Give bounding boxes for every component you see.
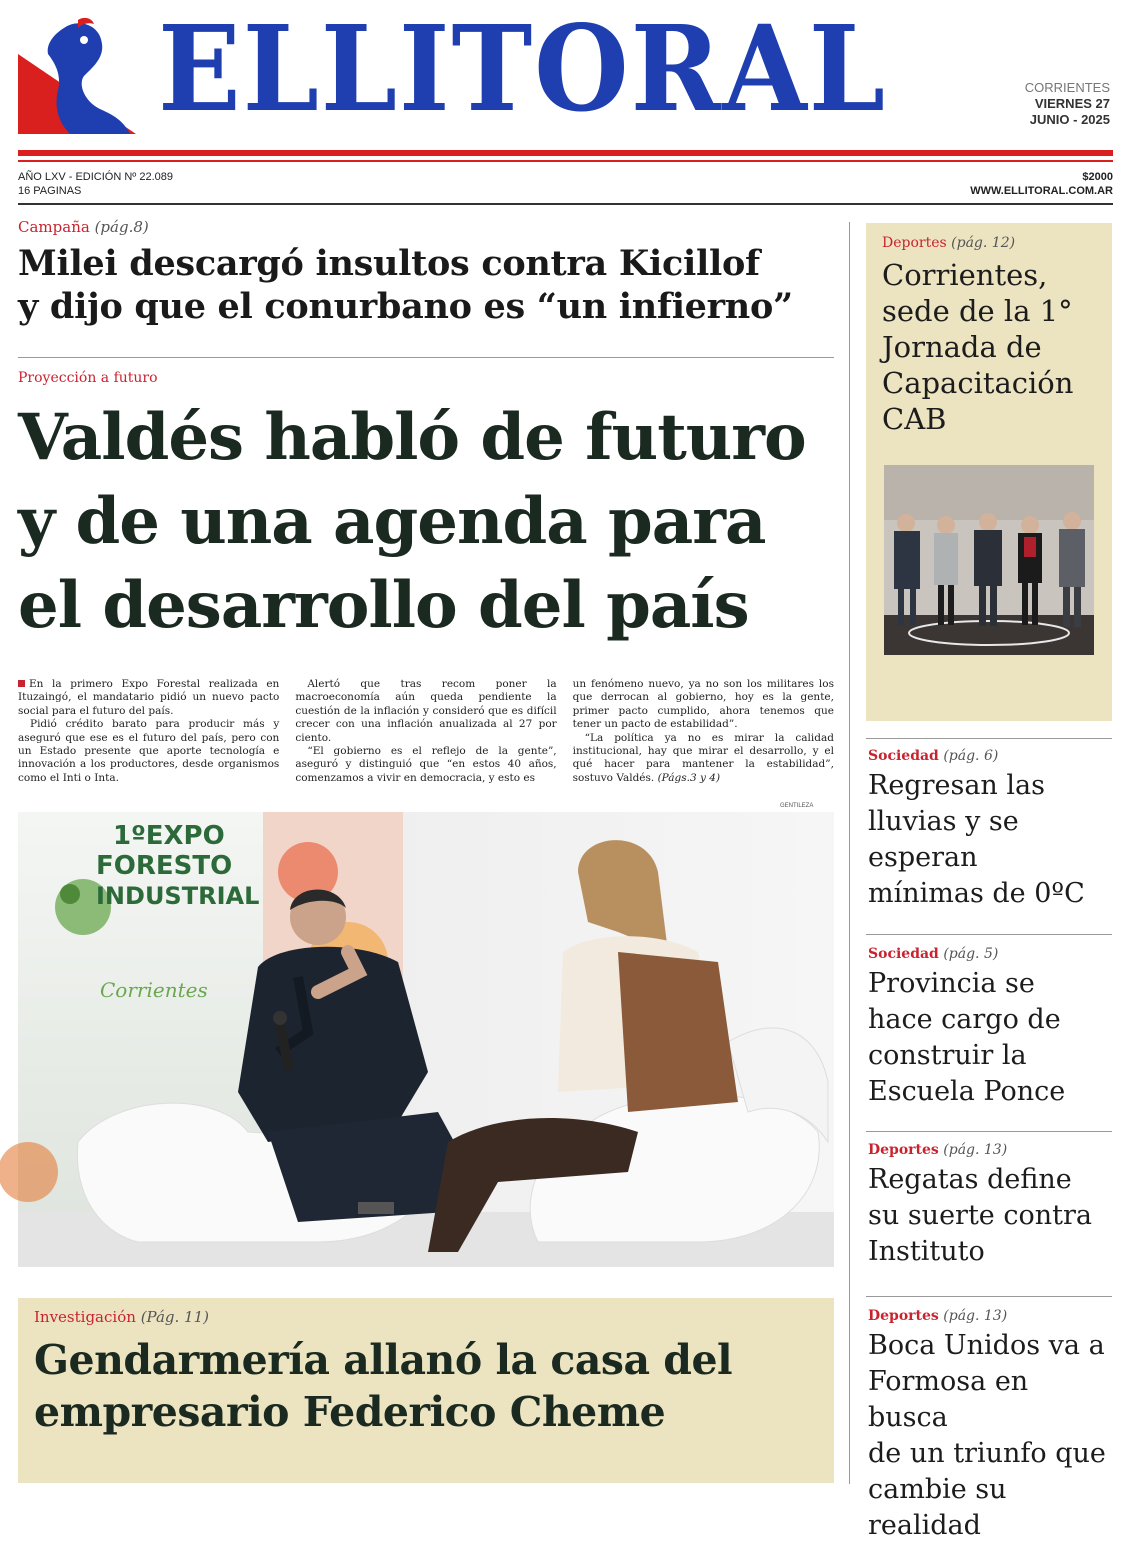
headline-line: Regresan las <box>868 770 1045 801</box>
headline[interactable] <box>868 1328 1114 1544</box>
bullet-square-icon <box>18 680 25 687</box>
body-paragraph: un fenómeno nuevo, ya no son los militares los que derrocan al gobierno, hoy es la gente, primer pacto cumplido, ahora tenemos que tener un pacto de estabilidad”. <box>572 678 834 731</box>
headline[interactable] <box>868 966 1114 1110</box>
headline[interactable] <box>868 1162 1114 1270</box>
headline-line: su suerte contra <box>868 1200 1092 1231</box>
body-column <box>18 678 279 785</box>
sidebar-divider <box>866 1296 1112 1297</box>
group-photo-illustration <box>884 465 1094 655</box>
page-ref: (pág.8) <box>94 218 149 236</box>
body-paragraph <box>573 732 834 786</box>
section-label: Proyección a futuro <box>18 370 158 386</box>
page-count: 16 PAGINAS <box>18 185 82 197</box>
headline-line: lluvias y se <box>868 806 1019 837</box>
headline-line: Milei descargó insultos contra Kicillof <box>18 243 760 284</box>
headline[interactable] <box>882 257 1096 437</box>
headline-line: Jornada de <box>882 330 1042 364</box>
headline-line: mínimas de 0ºC <box>868 878 1085 909</box>
photo-illustration <box>18 812 834 1267</box>
edition-date: JUNIO - 2025 <box>1029 112 1110 127</box>
headline-line: y de una agenda para <box>18 484 766 559</box>
section-name: Deportes <box>868 1142 939 1158</box>
section-name: Campaña <box>18 218 90 236</box>
section-label <box>882 235 1096 251</box>
headline-line: empresario Federico Cheme <box>34 1388 666 1436</box>
body-paragraph: “El gobierno es el reflejo de la gente”, aseguró y distinguió que “en estos 40 años, comenzamos a vivir en democracia, y esto es <box>295 745 557 784</box>
section-name: Deportes <box>868 1308 939 1324</box>
section-name: Deportes <box>882 235 947 251</box>
headline-line: de un triunfo que <box>868 1438 1106 1469</box>
sidebar-story[interactable] <box>868 1308 1114 1544</box>
headline[interactable] <box>18 242 834 328</box>
headline-line: Corrientes, <box>882 258 1048 292</box>
headline-line: Formosa en busca <box>868 1366 1029 1433</box>
page-ref: (Pág. 11) <box>140 1308 209 1326</box>
section-label <box>34 1308 818 1326</box>
main-story-body <box>18 678 834 785</box>
page-ref: (pág. 12) <box>951 235 1016 251</box>
section-label <box>868 1308 1114 1324</box>
newspaper-name[interactable]: ELLITORAL <box>158 0 887 138</box>
sidebar-story[interactable] <box>868 1142 1114 1270</box>
sidebar-divider <box>866 738 1112 739</box>
masthead-divider <box>18 150 1113 156</box>
headline-line: Capacitación <box>882 366 1074 400</box>
main-headline[interactable] <box>18 396 834 648</box>
edition-info <box>18 170 173 198</box>
masthead-divider-thin <box>18 160 1113 162</box>
sidebar-divider <box>866 1131 1112 1132</box>
body-paragraph <box>18 678 279 718</box>
banner-line-3: INDUSTRIAL <box>96 882 260 910</box>
headline[interactable] <box>34 1334 818 1438</box>
body-text: En la primero Expo Forestal realizada en Ituzaingó, el mandatario pidió un nuevo pacto social para el futuro del país. <box>18 678 280 717</box>
date-block <box>1025 80 1110 128</box>
sidebar-story[interactable] <box>868 946 1114 1110</box>
column-divider <box>849 222 850 1484</box>
masthead <box>18 0 1118 140</box>
headline-line: hace cargo de <box>868 1004 1061 1035</box>
price-info <box>970 170 1113 198</box>
photo-credit: GENTILEZA <box>780 803 814 809</box>
body-paragraph: Pidió crédito barato para producir más y aseguró que ese es el futuro del país, pero con un Estado presente que aporte tecnología e innovación a los productores, desde organismos como el Inti o Inta. <box>18 718 280 784</box>
page-ref: (pág. 13) <box>943 1142 1008 1158</box>
headline-line: cambie su realidad <box>868 1474 1007 1541</box>
body-text: “La política ya no es mirar la calidad institucional, hay que mirar el desarrollo, y el qué hacer para mantener la estabilidad”, sostuvo Valdés. <box>572 731 834 784</box>
body-column <box>295 678 556 785</box>
rooster-logo-icon <box>18 14 150 134</box>
page-ref: (pág. 6) <box>943 748 999 764</box>
banner-line-2: FORESTO <box>96 851 233 881</box>
headline-line: y dijo que el conurbano es “un infierno” <box>18 286 793 327</box>
banner-line-1: 1ºEXPO <box>113 821 225 851</box>
headline-line: construir la <box>868 1040 1027 1071</box>
story-divider <box>18 357 834 358</box>
website-link[interactable]: WWW.ELLITORAL.COM.AR <box>970 185 1113 197</box>
main-story-photo[interactable] <box>18 812 834 1267</box>
page-ref[interactable]: (Págs.3 y 4) <box>657 771 721 784</box>
sidebar-photo[interactable] <box>884 465 1094 655</box>
page-ref: (pág. 13) <box>943 1308 1008 1324</box>
headline-line: Provincia se <box>868 968 1035 999</box>
headline[interactable] <box>868 768 1114 912</box>
investigation-story[interactable] <box>18 1298 834 1483</box>
main-story-valdes[interactable] <box>18 370 834 648</box>
section-label <box>868 1142 1114 1158</box>
headline-line: esperan <box>868 842 978 873</box>
section-name: Investigación <box>34 1308 136 1326</box>
headline-line: Instituto <box>868 1236 985 1267</box>
section-label <box>868 946 1114 962</box>
section-label <box>868 748 1114 764</box>
headline-line: Escuela Ponce <box>868 1076 1066 1107</box>
body-column <box>573 678 834 785</box>
body-paragraph: Alertó que tras recom poner la macroeconomía aún queda pendiente la cuestión de la inflación y consideró que es difícil crecer con una inflación anualizada al 27 por ciento. <box>295 678 557 744</box>
section-name: Sociedad <box>868 946 939 962</box>
sidebar-story[interactable] <box>868 748 1114 912</box>
headline-line: Valdés habló de futuro <box>18 400 806 475</box>
section-name: Sociedad <box>868 748 939 764</box>
headline-line: el desarrollo del país <box>18 568 749 643</box>
headline-line: Gendarmería allanó la casa del <box>34 1336 733 1384</box>
lead-story-milei[interactable] <box>18 218 834 328</box>
edition-city: CORRIENTES <box>1024 80 1110 95</box>
section-label <box>18 218 834 236</box>
headline-line: CAB <box>882 402 947 436</box>
header-bottom-rule <box>18 203 1113 205</box>
page-ref: (pág. 5) <box>943 946 999 962</box>
headline-line: sede de la 1° <box>882 294 1073 328</box>
edition-day: VIERNES 27 <box>1034 96 1110 111</box>
sidebar-divider <box>866 934 1112 935</box>
edition-number: AÑO LXV - EDICIÓN Nº 22.089 <box>18 171 174 183</box>
headline-line: Regatas define <box>868 1164 1072 1195</box>
price: $2000 <box>1082 171 1113 183</box>
headline-line: Boca Unidos va a <box>868 1330 1105 1361</box>
banner-line-4: Corrientes <box>100 978 208 1002</box>
